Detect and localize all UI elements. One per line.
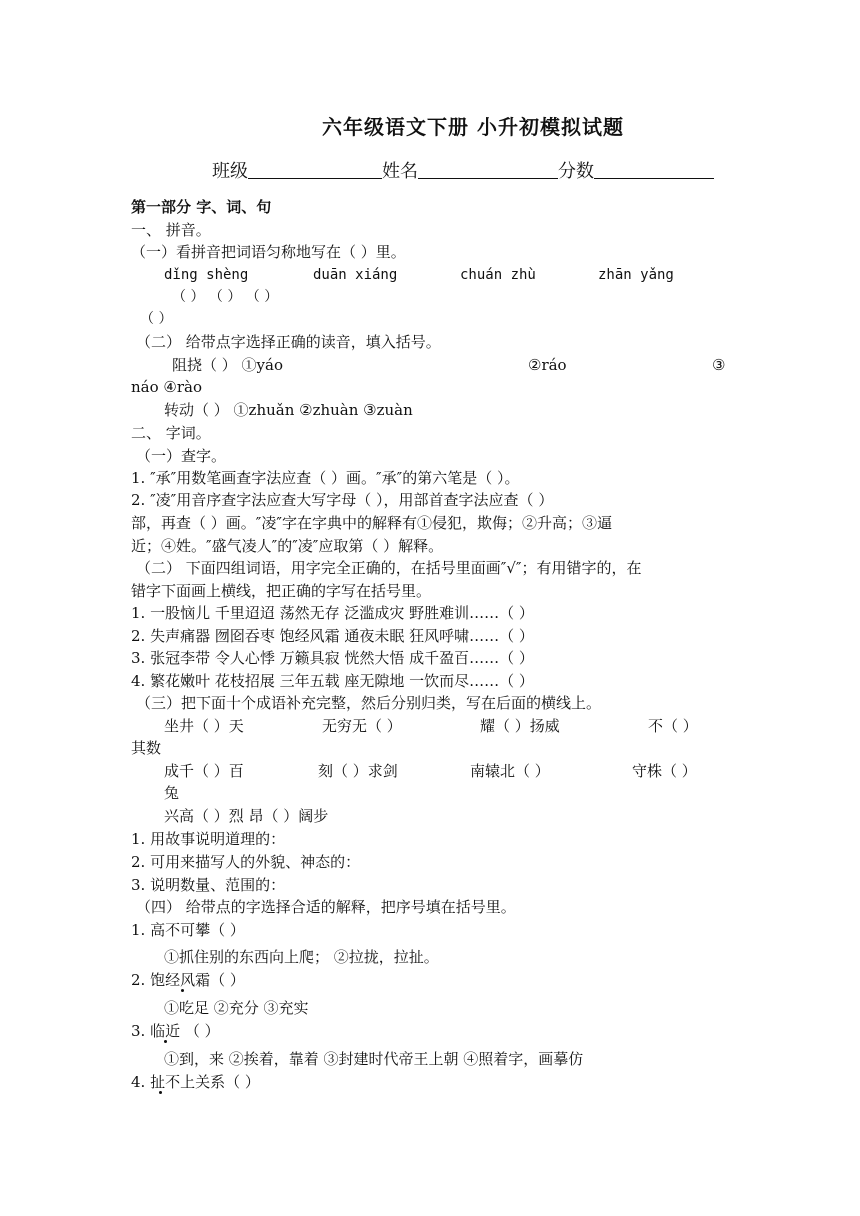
idiom-item: 无穷无（ ） (322, 717, 402, 735)
question-text: （二） 下面四组词语，用字完全正确的，在括号里面画″√″；有用错字的，在 (136, 559, 642, 577)
question-text: 2. 饱经风霜（ ） (131, 971, 245, 989)
question-text: 错字下面画上横线，把正确的字写在括号里。 (131, 582, 432, 600)
question-text: （一）看拼音把词语匀称地写在（ ）里。 (131, 243, 406, 261)
class-blank[interactable] (248, 160, 382, 179)
question-text: 3. 临近 （ ） (131, 1022, 220, 1040)
emphasis-dot (159, 1091, 162, 1094)
name-label: 姓名 (382, 161, 418, 182)
word-group: 4. 繁花嫩叶 花枝招展 三年五载 座无隙地 一饮而尽……（ ） (131, 672, 534, 690)
meaning-options: ①到，来 ②挨着，靠着 ③封建时代帝王上朝 ④照着字，画摹仿 (164, 1050, 584, 1068)
pinyin-item: dǐng shèng (164, 267, 249, 283)
section-title: 二、 字词。 (131, 424, 211, 442)
word-group: 1. 一股恼儿 千里迢迢 荡然无存 泛滥成灾 野胜难训……（ ） (131, 604, 534, 622)
class-label: 班级 (212, 161, 248, 182)
idiom-item: 其数 (131, 739, 162, 757)
question-text: （三）把下面十个成语补充完整，然后分别归类，写在后面的横线上。 (136, 694, 602, 712)
answer-brackets[interactable]: （ ） （ ） （ ） (172, 289, 279, 305)
score-blank[interactable] (594, 160, 714, 179)
idiom-item: 兔 (164, 784, 180, 802)
question-text: 2. ″凌″用音序查字法应查大写字母（ ），用部首查字法应查（ ） (131, 491, 554, 509)
idiom-item: 耀（ ）扬威 (480, 717, 560, 735)
student-info-line (212, 160, 714, 184)
section-title: 一、 拼音。 (131, 221, 211, 239)
page-title: 六年级语文下册 小升初模拟试题 (322, 115, 624, 139)
idiom-item: 刻（ ）求剑 (318, 762, 398, 780)
answer-brackets[interactable]: （ ） (140, 311, 173, 327)
category-line: 1. 用故事说明道理的： (131, 830, 286, 848)
reading-choice: ③ (712, 356, 726, 374)
name-blank[interactable] (418, 160, 558, 179)
question-text: （二） 给带点字选择正确的读音，填入括号。 (136, 333, 441, 351)
idiom-item: 兴高（ ）烈 昂（ ）阔步 (164, 807, 329, 825)
emphasis-dot (181, 989, 184, 992)
question-text: 部，再查（ ）画。″凌″字在字典中的解释有①侵犯，欺侮；②升高；③逼 (131, 514, 612, 532)
reading-choice: 转动（ ） ①zhuǎn ②zhuàn ③zuàn (164, 401, 413, 419)
pinyin-item: duān xiáng (313, 267, 398, 283)
idiom-item: 不（ ） (648, 717, 698, 735)
meaning-options: ①吃足 ②充分 ③充实 (164, 999, 309, 1017)
part-heading: 第一部分 字、词、句 (131, 198, 272, 216)
question-text: （四） 给带点的字选择合适的解释，把序号填在括号里。 (136, 898, 516, 916)
question-text: 1. 高不可攀（ ） (131, 921, 245, 939)
idiom-item: 坐井（ ）天 (164, 717, 244, 735)
category-line: 3. 说明数量、范围的： (131, 876, 286, 894)
reading-choice: ②ráo (528, 356, 567, 374)
idiom-item: 成千（ ）百 (164, 762, 244, 780)
question-text: 近；④姓。″盛气凌人″的″凌″应取第（ ）解释。 (131, 537, 444, 555)
category-line: 2. 可用来描写人的外貌、神态的： (131, 853, 361, 871)
question-text: 1. ″承″用数笔画查字法应查（ ）画。″承″的第六笔是（ ）。 (131, 469, 520, 487)
idiom-item: 南辕北（ ） (470, 762, 550, 780)
question-text: （一）查字。 (136, 447, 227, 465)
score-label: 分数 (558, 161, 594, 182)
meaning-options: ①抓住别的东西向上爬； ②拉拢，拉扯。 (164, 948, 439, 966)
pinyin-item: zhān yǎng (598, 267, 674, 283)
question-text: 4. 扯不上关系（ ） (131, 1073, 260, 1091)
word-group: 2. 失声痛器 囫囵吞枣 饱经风霜 通夜未眠 狂风呼啸……（ ） (131, 627, 534, 645)
idiom-item: 守株（ ） (632, 762, 697, 780)
reading-choice: náo ④rào (131, 378, 202, 396)
word-group: 3. 张冠李带 令人心悸 万籁具寂 恍然大悟 成千盈百……（ ） (131, 649, 534, 667)
emphasis-dot (164, 1040, 167, 1043)
pinyin-item: chuán zhù (460, 267, 536, 283)
reading-choice: 阻挠（ ） ①yáo (172, 356, 283, 374)
